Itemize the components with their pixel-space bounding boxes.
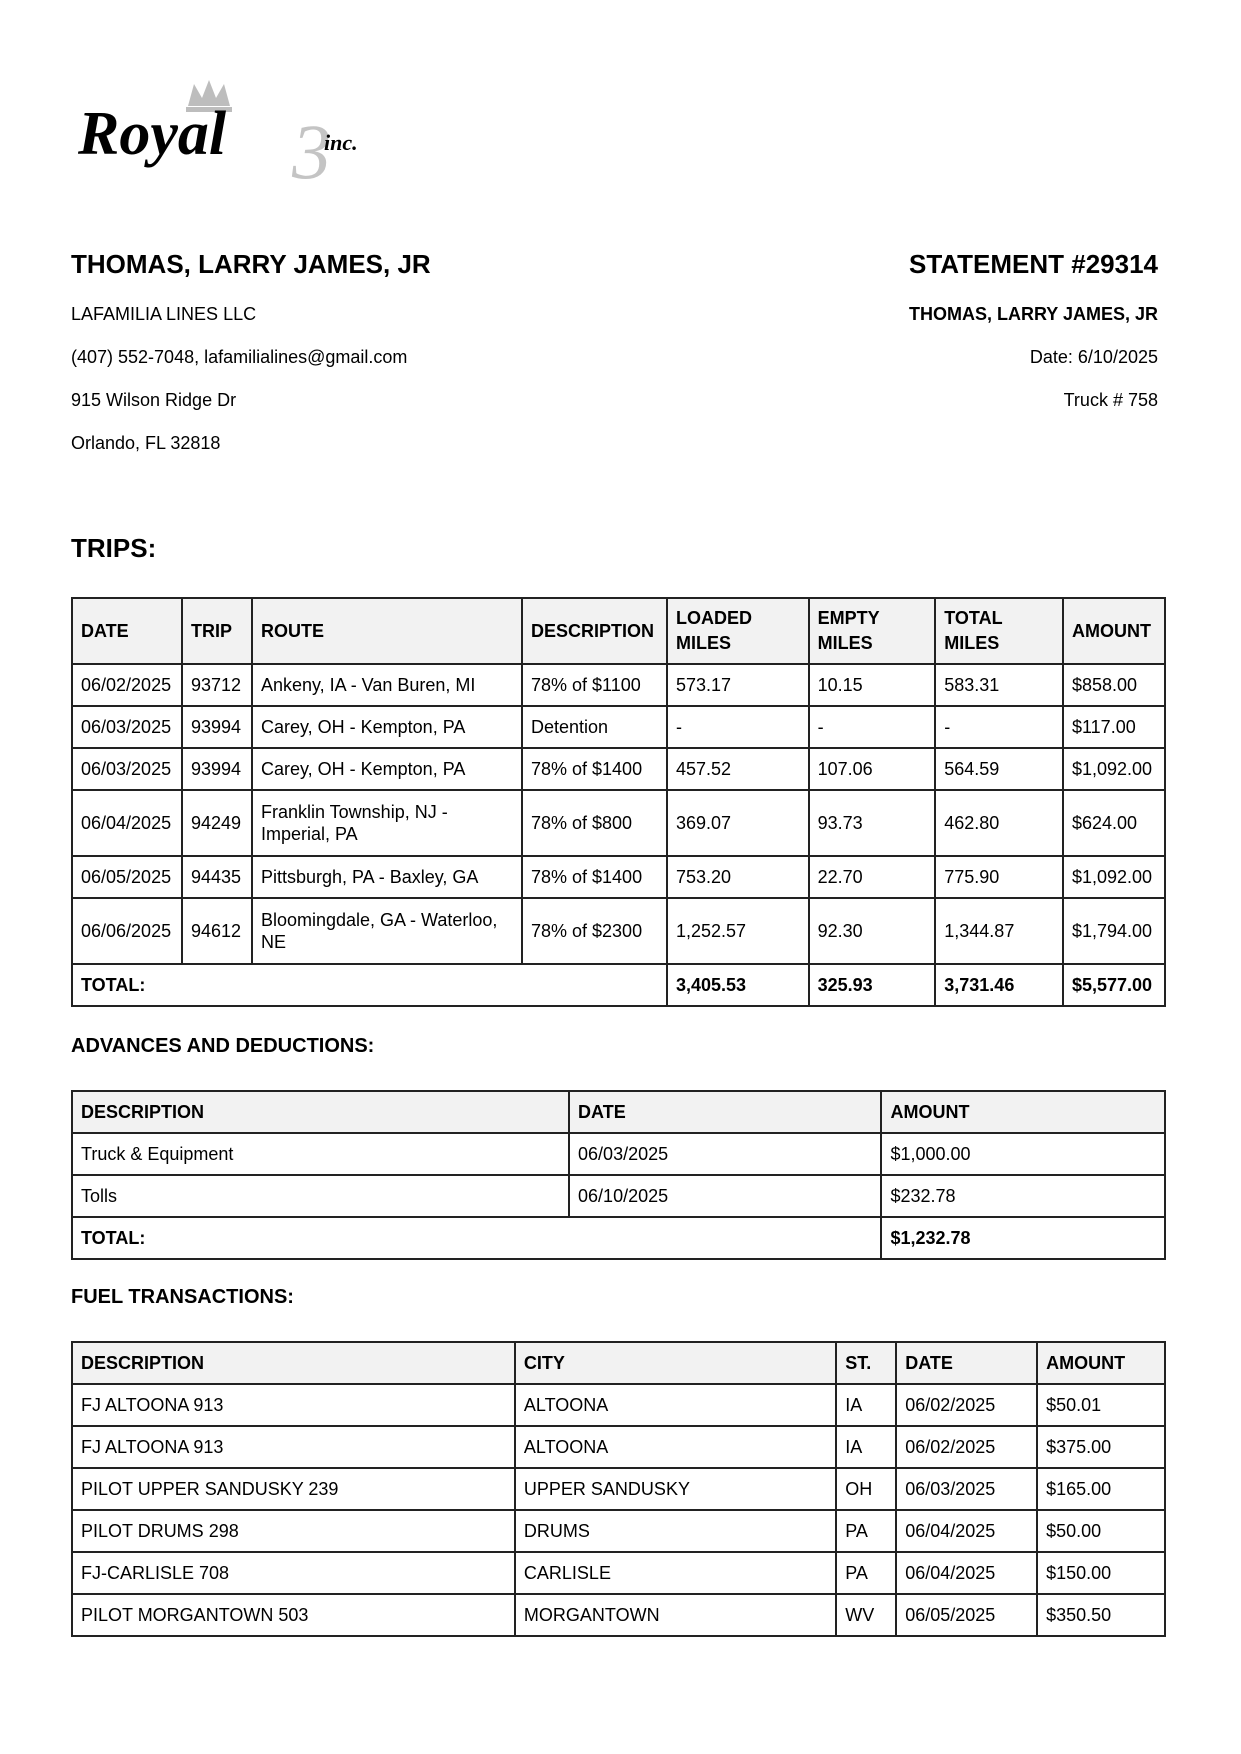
total-loaded-miles: 3,405.53	[667, 964, 809, 1006]
table-row	[72, 664, 1165, 706]
city-state-zip: Orlando, FL 32818	[71, 433, 221, 453]
description-cell: 78% of $1400	[522, 748, 667, 790]
amount-cell: $1,794.00	[1063, 898, 1165, 964]
empty-miles-cell: 92.30	[809, 898, 936, 964]
date-header: DATE	[896, 1342, 1037, 1384]
total-miles-cell: -	[935, 706, 1063, 748]
route-cell: Carey, OH - Kempton, PA	[252, 706, 522, 748]
loaded-miles-header: LOADED MILES	[667, 598, 809, 664]
total-amount: $1,232.78	[881, 1217, 1165, 1259]
trip-cell: 93712	[182, 664, 252, 706]
description-cell: PILOT MORGANTOWN 503	[72, 1594, 515, 1636]
amount-cell: $1,092.00	[1063, 748, 1165, 790]
amount-header: AMOUNT	[881, 1091, 1165, 1133]
trips-table	[71, 597, 1166, 1007]
table-row	[72, 1552, 1165, 1594]
table-row	[72, 1468, 1165, 1510]
total-miles-cell: 1,344.87	[935, 898, 1063, 964]
trip-header: TRIP	[182, 598, 252, 664]
date-cell: 06/03/2025	[72, 706, 182, 748]
total-miles-cell: 775.90	[935, 856, 1063, 898]
city-cell: ALTOONA	[515, 1384, 836, 1426]
description-cell: PILOT UPPER SANDUSKY 239	[72, 1468, 515, 1510]
description-cell: FJ-CARLISLE 708	[72, 1552, 515, 1594]
total-miles-cell: 583.31	[935, 664, 1063, 706]
statement-info	[909, 248, 1158, 411]
total-miles-cell: 462.80	[935, 790, 1063, 856]
state-cell: IA	[836, 1384, 896, 1426]
statement-title: STATEMENT #29314	[908, 249, 1158, 279]
empty-miles-cell: 107.06	[809, 748, 936, 790]
state-header: ST.	[836, 1342, 896, 1384]
date-cell: 06/02/2025	[896, 1384, 1037, 1426]
total-miles: 3,731.46	[935, 964, 1063, 1006]
amount-cell: $1,092.00	[1063, 856, 1165, 898]
description-cell: Tolls	[72, 1175, 569, 1217]
description-cell: 78% of $1400	[522, 856, 667, 898]
city-cell: CARLISLE	[515, 1552, 836, 1594]
amount-cell: $350.50	[1037, 1594, 1165, 1636]
route-header: ROUTE	[252, 598, 522, 664]
table-row	[72, 1133, 1165, 1175]
date-cell: 06/03/2025	[896, 1468, 1037, 1510]
table-row	[72, 706, 1165, 748]
state-cell: PA	[836, 1552, 896, 1594]
empty-miles-header: EMPTY MILES	[809, 598, 936, 664]
advances-table	[71, 1090, 1166, 1260]
date-cell: 06/05/2025	[896, 1594, 1037, 1636]
logo-word: Royal	[78, 100, 227, 168]
advances-total-row	[72, 1217, 1165, 1259]
trip-cell: 94612	[182, 898, 252, 964]
date-cell: 06/06/2025	[72, 898, 182, 964]
fuel-title: FUEL TRANSACTIONS:	[71, 1286, 294, 1308]
table-row	[72, 748, 1165, 790]
statement-driver: THOMAS, LARRY JAMES, JR	[908, 304, 1158, 324]
total-empty-miles: 325.93	[809, 964, 936, 1006]
table-row	[72, 856, 1165, 898]
description-cell: FJ ALTOONA 913	[72, 1384, 515, 1426]
table-row	[72, 898, 1165, 964]
contact-info: (407) 552-7048, lafamilialines@gmail.com	[71, 347, 408, 367]
amount-cell: $165.00	[1037, 1468, 1165, 1510]
trip-cell: 93994	[182, 748, 252, 790]
amount-cell: $858.00	[1063, 664, 1165, 706]
date-cell: 06/04/2025	[896, 1510, 1037, 1552]
empty-miles-cell: 22.70	[809, 856, 936, 898]
date-cell: 06/02/2025	[72, 664, 182, 706]
description-cell: Detention	[522, 706, 667, 748]
company-logo	[78, 78, 378, 190]
table-row	[72, 1426, 1165, 1468]
route-cell: Pittsburgh, PA - Baxley, GA	[252, 856, 522, 898]
description-cell: PILOT DRUMS 298	[72, 1510, 515, 1552]
loaded-miles-cell: 573.17	[667, 664, 809, 706]
amount-header: AMOUNT	[1037, 1342, 1165, 1384]
date-cell: 06/10/2025	[569, 1175, 881, 1217]
trips-header-row	[72, 598, 1165, 664]
loaded-miles-cell: -	[667, 706, 809, 748]
loaded-miles-cell: 1,252.57	[667, 898, 809, 964]
amount-cell: $232.78	[881, 1175, 1165, 1217]
route-cell: Carey, OH - Kempton, PA	[252, 748, 522, 790]
trips-total-row	[72, 964, 1165, 1006]
description-cell: 78% of $800	[522, 790, 667, 856]
description-cell: Truck & Equipment	[72, 1133, 569, 1175]
city-cell: ALTOONA	[515, 1426, 836, 1468]
city-header: CITY	[515, 1342, 836, 1384]
trips-title: TRIPS:	[71, 533, 157, 563]
date-cell: 06/04/2025	[72, 790, 182, 856]
fuel-table	[71, 1341, 1166, 1637]
date-header: DATE	[72, 598, 182, 664]
trip-cell: 93994	[182, 706, 252, 748]
logo-suffix: inc.	[324, 130, 358, 155]
route-cell: Ankeny, IA - Van Buren, MI	[252, 664, 522, 706]
city-cell: UPPER SANDUSKY	[515, 1468, 836, 1510]
route-cell: Franklin Township, NJ - Imperial, PA	[252, 790, 522, 856]
advances-title: ADVANCES AND DEDUCTIONS:	[71, 1035, 375, 1057]
description-cell: 78% of $1100	[522, 664, 667, 706]
description-header: DESCRIPTION	[72, 1091, 569, 1133]
street-address: 915 Wilson Ridge Dr	[71, 390, 237, 410]
empty-miles-cell: 93.73	[809, 790, 936, 856]
truck-number: Truck # 758	[1063, 390, 1158, 410]
date-cell: 06/04/2025	[896, 1552, 1037, 1594]
loaded-miles-cell: 753.20	[667, 856, 809, 898]
table-row	[72, 790, 1165, 856]
trip-cell: 94249	[182, 790, 252, 856]
description-cell: FJ ALTOONA 913	[72, 1426, 515, 1468]
date-cell: 06/03/2025	[569, 1133, 881, 1175]
logo-numeral: 3	[292, 108, 331, 190]
empty-miles-cell: -	[809, 706, 936, 748]
total-miles-cell: 564.59	[935, 748, 1063, 790]
loaded-miles-cell: 369.07	[667, 790, 809, 856]
empty-miles-cell: 10.15	[809, 664, 936, 706]
trip-cell: 94435	[182, 856, 252, 898]
table-row	[72, 1594, 1165, 1636]
route-cell: Bloomingdale, GA - Waterloo, NE	[252, 898, 522, 964]
state-cell: PA	[836, 1510, 896, 1552]
state-cell: OH	[836, 1468, 896, 1510]
amount-cell: $375.00	[1037, 1426, 1165, 1468]
statement-date: Date: 6/10/2025	[1029, 347, 1158, 367]
state-cell: WV	[836, 1594, 896, 1636]
amount-cell: $1,000.00	[881, 1133, 1165, 1175]
table-row	[72, 1175, 1165, 1217]
total-miles-header: TOTAL MILES	[935, 598, 1063, 664]
company-name: LAFAMILIA LINES LLC	[71, 304, 257, 324]
date-header: DATE	[569, 1091, 881, 1133]
description-header: DESCRIPTION	[72, 1342, 515, 1384]
table-row	[72, 1384, 1165, 1426]
total-label: TOTAL:	[72, 1217, 881, 1259]
city-cell: DRUMS	[515, 1510, 836, 1552]
loaded-miles-cell: 457.52	[667, 748, 809, 790]
city-cell: MORGANTOWN	[515, 1594, 836, 1636]
date-cell: 06/02/2025	[896, 1426, 1037, 1468]
amount-cell: $150.00	[1037, 1552, 1165, 1594]
amount-cell: $624.00	[1063, 790, 1165, 856]
driver-info	[71, 248, 431, 454]
date-cell: 06/03/2025	[72, 748, 182, 790]
table-row	[72, 1510, 1165, 1552]
royal-3-inc-logo	[78, 78, 378, 190]
amount-header: AMOUNT	[1063, 598, 1165, 664]
date-cell: 06/05/2025	[72, 856, 182, 898]
amount-cell: $50.01	[1037, 1384, 1165, 1426]
description-header: DESCRIPTION	[522, 598, 667, 664]
description-cell: 78% of $2300	[522, 898, 667, 964]
total-label: TOTAL:	[72, 964, 667, 1006]
advances-header-row	[72, 1091, 1165, 1133]
total-amount: $5,577.00	[1063, 964, 1165, 1006]
amount-cell: $117.00	[1063, 706, 1165, 748]
state-cell: IA	[836, 1426, 896, 1468]
driver-name: THOMAS, LARRY JAMES, JR	[71, 249, 431, 279]
fuel-header-row	[72, 1342, 1165, 1384]
amount-cell: $50.00	[1037, 1510, 1165, 1552]
